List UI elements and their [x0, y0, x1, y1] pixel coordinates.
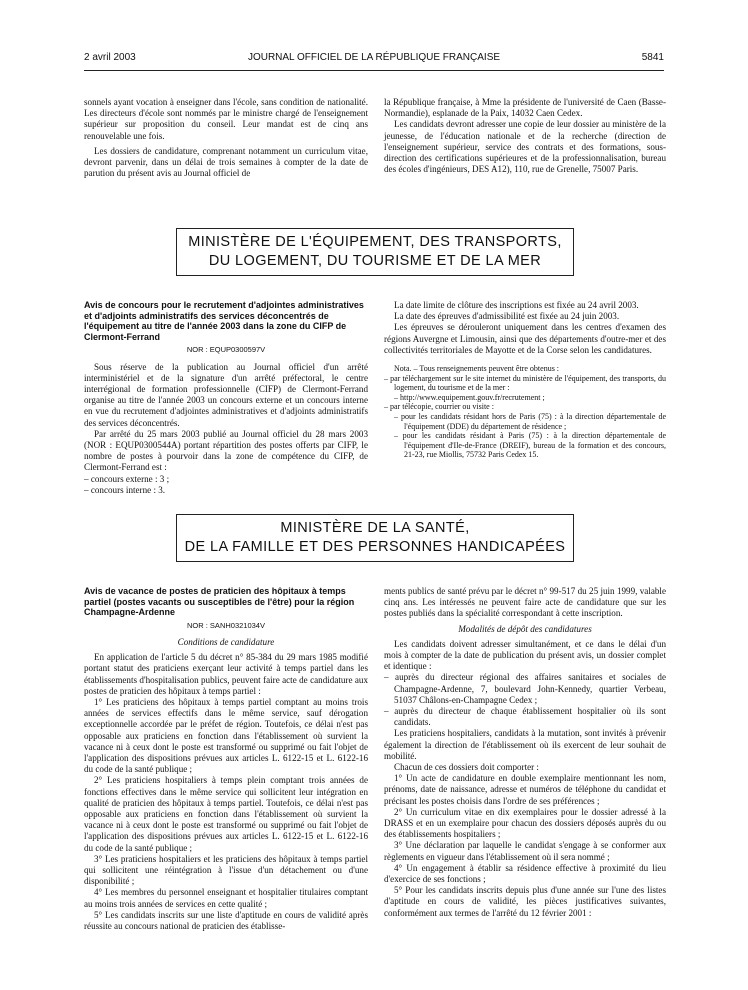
paragraph: Les candidats devront adresser une copie de leur dossier au ministère de la jeunesse, de l'éducation nationale et de la recherche (direction de l'enseignement supérieur, service des contrats et des formations, sous-direction des certifications supérieures et de la professionnalisation, bureau des écoles d'ingénieurs, DES A12), 110, rue de Grenelle, 75007 Paris. [384, 119, 666, 175]
list-item: – auprès du directeur de chaque établissement hospitalier où ils sont candidats. [384, 706, 666, 728]
paragraph: 1° Un acte de candidature en double exemplaire mentionnant les nom, prénoms, date de naissance, adresse et numéros de téléphone du candidat et précisant les postes choisis dans l'ordre de ses préférences ; [384, 773, 666, 806]
paragraph: Par arrêté du 25 mars 2003 publié au Journal officiel du 28 mars 2003 (NOR : EQUP0300544A) portant répartition des postes offerts par CIFP, le nombre de postes à pourvoir dans la zone de compétence du CIFP, de Clermont-Ferrand est : [84, 428, 368, 473]
ministry-heading-equipement [176, 228, 574, 276]
paragraph: Les candidats doivent adresser simultanément, et ce dans le délai d'un mois à compter de la date de publication du présent avis, un dossier complet et identique : [384, 638, 666, 672]
paragraph: 1° Les praticiens des hôpitaux à temps partiel comptant au moins trois années de services effectifs dans le même service, sauf dérogation exceptionnelle accordée par le préfet de région. Toutefois, ce délai n'est pas opposable aux praticiens en fonction dans l'établissement où survient la vacance ni à ceux dont le poste est transformé ou supprimé ou fait l'objet de l'application des dispositions prévues aux articles L. 6122-15 et L. 6122-16 du code de la santé publique ; [84, 697, 368, 775]
nota-list [384, 374, 666, 460]
section-heading: Modalités de dépôt des candidatures [458, 623, 592, 634]
list-item: – concours externe : 3 ; [84, 473, 170, 484]
ministry-line: DU LOGEMENT, DU TOURISME ET DE LA MER [208, 253, 542, 269]
paragraph: 4° Un engagement à établir sa résidence effective à proximité du lieu d'exercice de ses fonctions ; [384, 862, 666, 885]
ministry-line: DE LA FAMILLE ET DES PERSONNES HANDICAPÉES [184, 539, 566, 555]
avis-vacance-right [384, 586, 666, 919]
list-item: – auprès du directeur régional des affaires sanitaires et sociales de Champagne-Ardenne, 7, boulevard John-Kennedy, quartier Verbeau, 51037 Châlons-en-Champagne Cedex ; [384, 672, 666, 705]
paragraph: 4° Les membres du personnel enseignant et hospitalier titulaires comptant au moins trois années de services en cette qualité ; [84, 887, 368, 909]
ministry-line: MINISTÈRE DE L'ÉQUIPEMENT, DES TRANSPORTS, [188, 234, 562, 250]
paragraph: En application de l'article 5 du décret n° 85-384 du 29 mars 1985 modifié portant statut des praticiens exerçant leur activité à temps partiel dans les établissements d'hospitalisation publics, peuvent faire acte de candidature aux postes de praticien des hôpitaux à temps partiel : [84, 652, 368, 696]
paragraph: sonnels ayant vocation à enseigner dans l'école, sans condition de nationalité. Les directeurs d'école sont nommés par le ministre chargé de l'enseignement supérieur sur proposition du conseil. Leur mandat est de cinq ans renouvelable une fois. [84, 97, 368, 141]
avis-vacance-left [84, 586, 368, 932]
paragraph: la République française, à Mme la présidente de l'université de Caen (Basse-Normandie), esplanade de la Paix, 14032 Caen Cedex. [384, 97, 666, 119]
paragraph: La date des épreuves d'admissibilité est fixée au 24 juin 2003. [394, 311, 620, 322]
header-date: 2 avril 2003 [84, 52, 136, 63]
ministry-line: MINISTÈRE DE LA SANTÉ, [280, 520, 470, 536]
paragraph: 2° Un curriculum vitae en dix exemplaires pour le dossier adressé à la DRASS et en un exemplaire pour chacun des dossiers déposés auprès du ou des établissements hospitaliers ; [384, 806, 666, 840]
paragraph: 5° Les candidats inscrits sur une liste d'aptitude en cours de validité après réussite au concours national de praticien des établisse- [84, 909, 368, 932]
nor-reference: NOR : EQUP0300597V [186, 345, 266, 355]
paragraph: ments publics de santé prévu par le décret n° 99-517 du 25 juin 1999, valable cinq ans. Les intéressés ne peuvent faire acte de candidature que sur les postes publiés dans la spécialité correspondant à cette inscription. [384, 586, 666, 619]
top-right-column [384, 97, 666, 175]
header-journal-title: JOURNAL OFFICIEL DE LA RÉPUBLIQUE FRANÇAISE [247, 52, 501, 63]
nor-reference: NOR : SANH0321034V [187, 620, 265, 630]
paragraph: 2° Les praticiens hospitaliers à temps plein comptant trois années de fonctions effectives dans le même service qui sollicitent leur intégration en qualité de praticien des hôpitaux à temps partiel. Toutefois, ce délai n'est pas opposable aux praticiens en fonction dans l'établissement où survient la vacance ni à ceux dont le poste est transformé ou supprimé ou fait l'objet de l'application des dispositions prévues aux articles L. 6122-15 et L. 6122-16 du code de la santé publique ; [84, 775, 368, 853]
avis-title: Avis de vacance de postes de praticien des hôpitaux à temps partiel (postes vacants ou susceptibles de l'être) pour la région Champagne-Ardenne [84, 586, 355, 618]
nota-item: – par téléchargement sur le site internet du ministère de l'équipement, des transports, du logement, du tourisme et de la mer : [384, 373, 666, 393]
page-header [84, 52, 664, 68]
avis-concours-left [84, 300, 368, 496]
nota-item: – pour les candidats résidant hors de Paris (75) : à la direction départementale de l'équipement (DDE) du département de résidence ; [394, 411, 666, 431]
nota-block [384, 364, 666, 460]
paragraph: Les épreuves se dérouleront uniquement dans les centres d'examen des régions Auvergne et Limousin, ainsi que des départements d'outre-mer et des collectivités territoriales de Mayotte et de la Corse selon les candidatures. [384, 322, 666, 355]
top-left-column [84, 97, 368, 179]
paragraph: 3° Une déclaration par laquelle le candidat s'engage à se conformer aux règlements en vigueur dans l'établissement où il sera nommé ; [384, 840, 666, 862]
ministry-heading-sante [176, 514, 574, 562]
list-item: – concours interne : 3. [84, 484, 166, 495]
list [384, 672, 666, 728]
header-rule [84, 70, 664, 71]
avis-concours-right [384, 300, 666, 460]
section-heading: Conditions de candidature [177, 636, 275, 647]
nota-item: – http://www.equipement.gouv.fr/recrutement ; [394, 392, 545, 402]
nota-item: – par télécopie, courrier ou visite : [384, 402, 494, 412]
nota-intro: Nota. – Tous renseignements peuvent être obtenus : [394, 364, 560, 374]
avis-title: Avis de concours pour le recrutement d'adjointes administratives et d'adjoints administratifs des services déconcentrés de l'équipement au titre de l'année 2003 dans la zone du CIFP de Clermont-Ferrand [84, 300, 364, 342]
header-page-number: 5841 [641, 52, 664, 63]
list [84, 474, 368, 496]
paragraph: 3° Les praticiens hospitaliers et les praticiens des hôpitaux à temps partiel qui sollicitent une réintégration à l'issue d'un détachement ou d'une disponibilité ; [84, 853, 368, 887]
paragraph: Les dossiers de candidature, comprenant notamment un curriculum vitae, devront parvenir, dans un délai de trois semaines à compter de la date de parution du présent avis au Journal officiel de [84, 145, 368, 179]
paragraph: Les praticiens hospitaliers, candidats à la mutation, sont invités à prévenir également la direction de l'établissement où ils exercent de leur souhait de mobilité. [384, 728, 666, 761]
nota-item: – pour les candidats résidant à Paris (75) : à la direction départementale de l'équipement d'Ile-de-France (DREIF), bureau de la formation et des concours, 21-23, rue Miollis, 75732 Paris Cedex 15. [394, 431, 666, 460]
paragraph: Chacun de ces dossiers doit comporter : [394, 762, 539, 773]
paragraph: La date limite de clôture des inscriptions est fixée au 24 avril 2003. [394, 300, 639, 310]
paragraph: 5° Pour les candidats inscrits depuis plus d'une année sur l'une des listes d'aptitude en cours de validité, les pièces justificatives suivantes, conformément aux termes de l'arrêté du 12 février 2001 : [384, 885, 666, 918]
paragraph: Sous réserve de la publication au Journal officiel d'un arrêté interministériel et de la signature d'un arrêté préfectoral, le centre interrégional de formation professionnelle (CIFP) de Clermont-Ferrand organise au titre de l'année 2003 un concours externe et un concours interne en vue du recrutement d'adjointes administratives et d'adjoints administratifs des services déconcentrés. [84, 361, 368, 428]
